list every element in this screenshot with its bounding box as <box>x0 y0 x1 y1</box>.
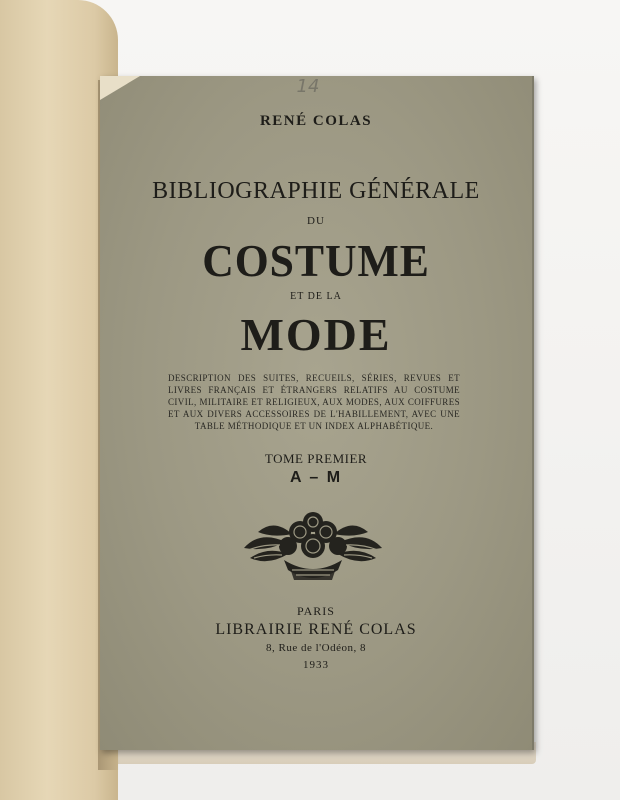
city: PARIS <box>297 604 335 618</box>
publisher-name: LIBRAIRIE RENÉ COLAS <box>215 621 417 638</box>
volume-range: A – M <box>289 469 343 486</box>
title-line-bibliographie: BIBLIOGRAPHIE GÉNÉRALE <box>152 178 480 204</box>
title-du: DU <box>307 215 325 227</box>
publisher-address: 8, Rue de l'Odéon, 8 <box>266 642 366 654</box>
tome-label: TOME PREMIER <box>264 451 368 466</box>
flower-basket-icon <box>240 508 386 586</box>
title-et-de-la: ET DE LA <box>290 291 342 302</box>
description-paragraph: DESCRIPTION DES SUITES, RECUEILS, SÉRIES, REVUES ET LIVRES FRANÇAIS ET ÉTRANGERS RELATIFS AU COSTUME CIVIL, MILITAIRE ET RELIGIEUX, AUX MODES, AUX COIFFURES ET AUX DIVERS ACCESSOIRES DE L'HABILLEMENT, AVEC UNE TABLE MÉTHODIQUE ET UN INDEX ALPHABÉTIQUE. <box>168 373 460 431</box>
title-mode: MODE <box>240 309 392 360</box>
author-name: RENÉ COLAS <box>259 113 373 129</box>
title-costume: COSTUME <box>202 235 430 286</box>
publication-year: 1933 <box>303 659 329 671</box>
pencil-note: 14 <box>296 76 320 97</box>
